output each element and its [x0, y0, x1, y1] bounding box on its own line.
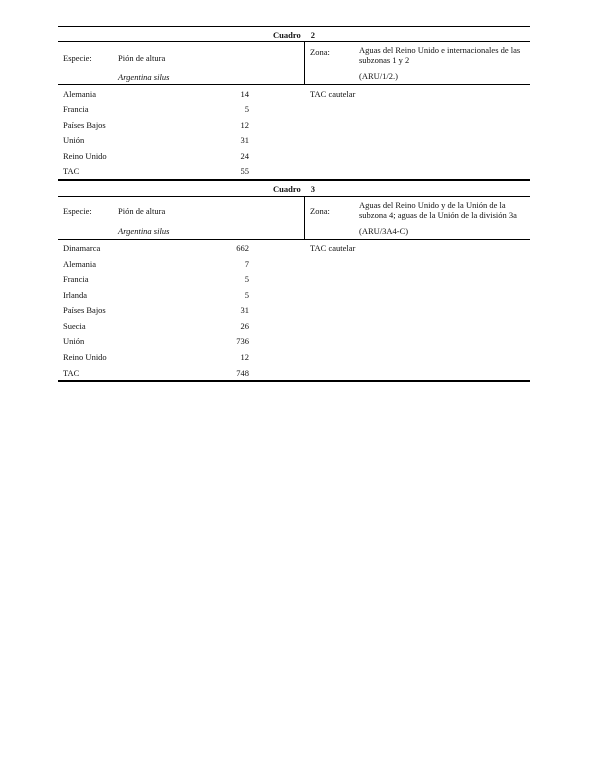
species-latin-name: Argentina silus	[118, 226, 170, 236]
tac-note: TAC cautelar	[310, 89, 356, 99]
quota-value: 5	[244, 290, 249, 300]
zone-description: Aguas del Reino Unido e internacionales de las subzonas 1 y 2	[359, 45, 521, 65]
species-rule	[58, 84, 530, 85]
country-name: Países Bajos	[63, 305, 106, 315]
top-rule	[58, 26, 530, 27]
column-divider	[304, 41, 305, 85]
zone-label: Zona:	[310, 206, 330, 216]
quota-value: 26	[240, 321, 249, 331]
species-name: Pión de altura	[118, 206, 166, 216]
species-label: Especie:	[63, 206, 92, 216]
zone-label: Zona:	[310, 47, 330, 57]
tac-note: TAC cautelar	[310, 243, 356, 253]
table-title	[58, 30, 530, 40]
quota-value: 662	[236, 243, 249, 253]
country-name: TAC	[63, 166, 80, 176]
table-title	[58, 184, 530, 194]
country-name: Irlanda	[63, 290, 88, 300]
table-number: 3	[310, 184, 315, 194]
quota-value: 736	[236, 336, 249, 346]
quota-value: 14	[240, 89, 249, 99]
quota-table-2	[58, 26, 530, 182]
country-name: Unión	[63, 135, 85, 145]
header-rule	[58, 196, 530, 197]
zone-description: Aguas del Reino Unido y de la Unión de la subzona 4; aguas de la Unión de la división 3a	[359, 200, 517, 220]
quota-value: 5	[244, 274, 249, 284]
quota-value: 12	[240, 120, 249, 130]
species-latin-name: Argentina silus	[118, 72, 170, 82]
country-name: TAC	[63, 368, 80, 378]
country-name: Reino Unido	[63, 151, 107, 161]
quota-value: 7	[244, 259, 249, 269]
zone-code: (ARU/3A4-C)	[359, 226, 409, 236]
quota-value: 31	[240, 135, 249, 145]
quota-value: 55	[240, 166, 249, 176]
quota-value: 12	[240, 352, 249, 362]
quota-table-3	[58, 181, 530, 384]
header-rule	[58, 41, 530, 42]
quota-value: 5	[244, 104, 249, 114]
table-number: 2	[310, 30, 315, 40]
table-title-label: Cuadro	[273, 184, 301, 194]
country-name: Países Bajos	[63, 120, 106, 130]
country-name: Alemania	[63, 89, 97, 99]
species-rule	[58, 239, 530, 240]
table-title-label: Cuadro	[273, 30, 301, 40]
column-divider	[304, 196, 305, 240]
quota-value: 31	[240, 305, 249, 315]
country-name: Unión	[63, 336, 85, 346]
country-name: Francia	[63, 274, 89, 284]
bottom-rule	[58, 380, 530, 382]
country-name: Alemania	[63, 259, 97, 269]
country-name: Francia	[63, 104, 89, 114]
quota-value: 24	[240, 151, 249, 161]
country-name: Suecia	[63, 321, 86, 331]
zone-code: (ARU/1/2.)	[359, 71, 398, 81]
country-name: Dinamarca	[63, 243, 101, 253]
country-name: Reino Unido	[63, 352, 107, 362]
species-name: Pión de altura	[118, 53, 166, 63]
species-label: Especie:	[63, 53, 92, 63]
quota-value: 748	[236, 368, 249, 378]
